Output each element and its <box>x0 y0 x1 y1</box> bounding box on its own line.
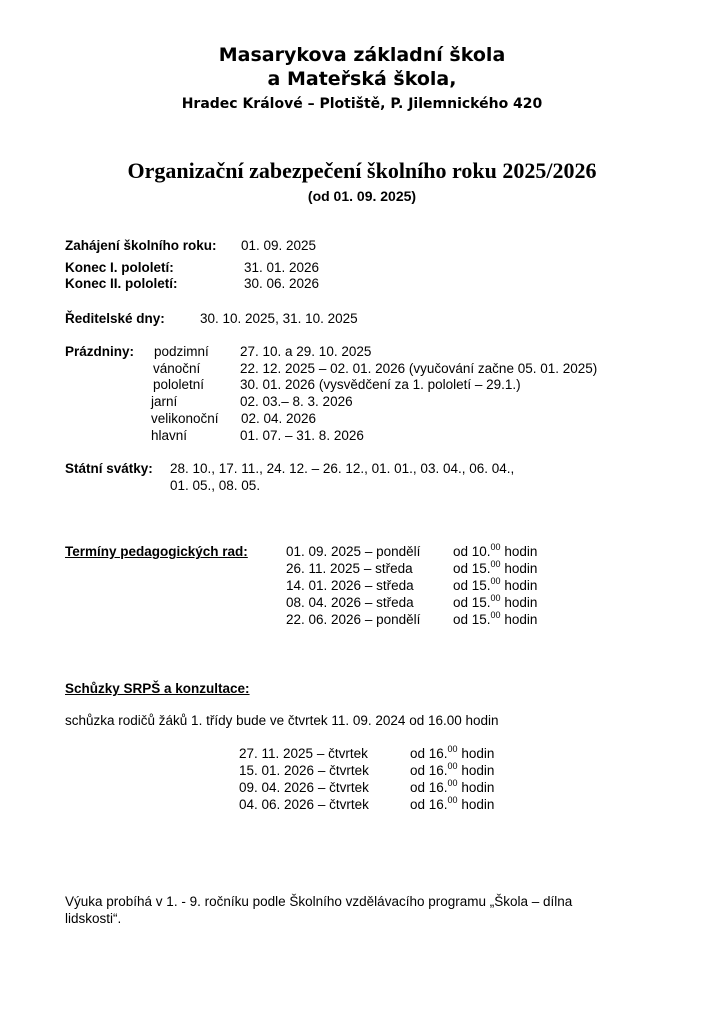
srps-date: 15. 01. 2026 – čtvrtek <box>239 763 369 778</box>
srps-first-grade-meeting: schůzka rodičů žáků 1. třídy bude ve čtvrtek 11. 09. 2024 od 16.00 hodin <box>65 713 499 728</box>
state-holidays-line2: 01. 05., 08. 05. <box>170 478 261 493</box>
srps-label: Schůzky SRPŠ a konzultace: <box>65 681 250 696</box>
holiday-value: 02. 04. 2026 <box>241 411 317 426</box>
document-subtitle: (od 01. 09. 2025) <box>307 188 417 204</box>
meeting-time: od 15.00 hodin <box>453 593 538 610</box>
holiday-name: jarní <box>151 394 178 409</box>
meeting-date: 14. 01. 2026 – středa <box>286 578 414 593</box>
semester2-end-label: Konec II. pololetí: <box>65 276 178 291</box>
holiday-value: 30. 01. 2026 (vysvědčení za 1. pololetí – 29.1.) <box>240 377 521 392</box>
school-address: Hradec Králové – Plotiště, P. Jilemnického 420 <box>181 96 543 112</box>
director-days-label: Ředitelské dny: <box>65 311 165 326</box>
holiday-value: 22. 12. 2025 – 02. 01. 2026 (vyučování začne 05. 01. 2025) <box>240 361 598 376</box>
meeting-time: od 10.00 hodin <box>453 542 538 559</box>
holiday-name: vánoční <box>153 361 201 376</box>
holiday-name: hlavní <box>151 428 188 443</box>
director-days-value: 30. 10. 2025, 31. 10. 2025 <box>200 311 358 326</box>
holidays-label: Prázdniny: <box>65 344 135 359</box>
state-holidays-label: Státní svátky: <box>65 461 153 476</box>
meeting-date: 08. 04. 2026 – středa <box>286 595 414 610</box>
semester1-end-label: Konec I. pololetí: <box>65 260 174 275</box>
school-year-start-value: 01. 09. 2025 <box>241 238 317 253</box>
holiday-name: pololetní <box>153 377 205 392</box>
document-title: Organizační zabezpečení školního roku 2025/2026 <box>127 158 597 183</box>
school-name-line1: Masarykova základní škola <box>218 44 506 66</box>
meeting-date: 26. 11. 2025 – středa <box>286 561 413 576</box>
holiday-value: 01. 07. – 31. 8. 2026 <box>240 428 364 443</box>
holiday-name: velikonoční <box>151 411 219 426</box>
srps-date: 04. 06. 2026 – čtvrtek <box>239 797 369 812</box>
srps-time: od 16.00 hodin <box>410 795 495 812</box>
srps-time: od 16.00 hodin <box>410 744 495 761</box>
holiday-name: podzimní <box>154 344 209 359</box>
srps-time: od 16.00 hodin <box>410 778 495 795</box>
footer-note-line2: lidskosti“. <box>65 911 122 926</box>
srps-date: 09. 04. 2026 – čtvrtek <box>239 780 369 795</box>
semester1-end-value: 31. 01. 2026 <box>244 260 320 275</box>
state-holidays-line1: 28. 10., 17. 11., 24. 12. – 26. 12., 01. 01., 03. 04., 06. 04., <box>170 461 515 476</box>
srps-date: 27. 11. 2025 – čtvrtek <box>239 746 368 761</box>
school-year-start-label: Zahájení školního roku: <box>65 238 217 253</box>
meeting-time: od 15.00 hodin <box>453 610 538 627</box>
holiday-value: 27. 10. a 29. 10. 2025 <box>240 344 372 359</box>
pedagogical-meetings-label: Termíny pedagogických rad: <box>65 544 248 559</box>
school-name-line2: a Mateřská škola, <box>267 68 457 90</box>
footer-note-line1: Výuka probíhá v 1. - 9. ročníku podle Školního vzdělávacího programu „Škola – dílna <box>65 894 573 909</box>
meeting-time: od 15.00 hodin <box>453 559 538 576</box>
meeting-date: 01. 09. 2025 – pondělí <box>286 544 421 559</box>
semester2-end-value: 30. 06. 2026 <box>244 276 320 291</box>
holiday-value: 02. 03.– 8. 3. 2026 <box>240 394 353 409</box>
meeting-time: od 15.00 hodin <box>453 576 538 593</box>
meeting-date: 22. 06. 2026 – pondělí <box>286 612 421 627</box>
srps-time: od 16.00 hodin <box>410 761 495 778</box>
